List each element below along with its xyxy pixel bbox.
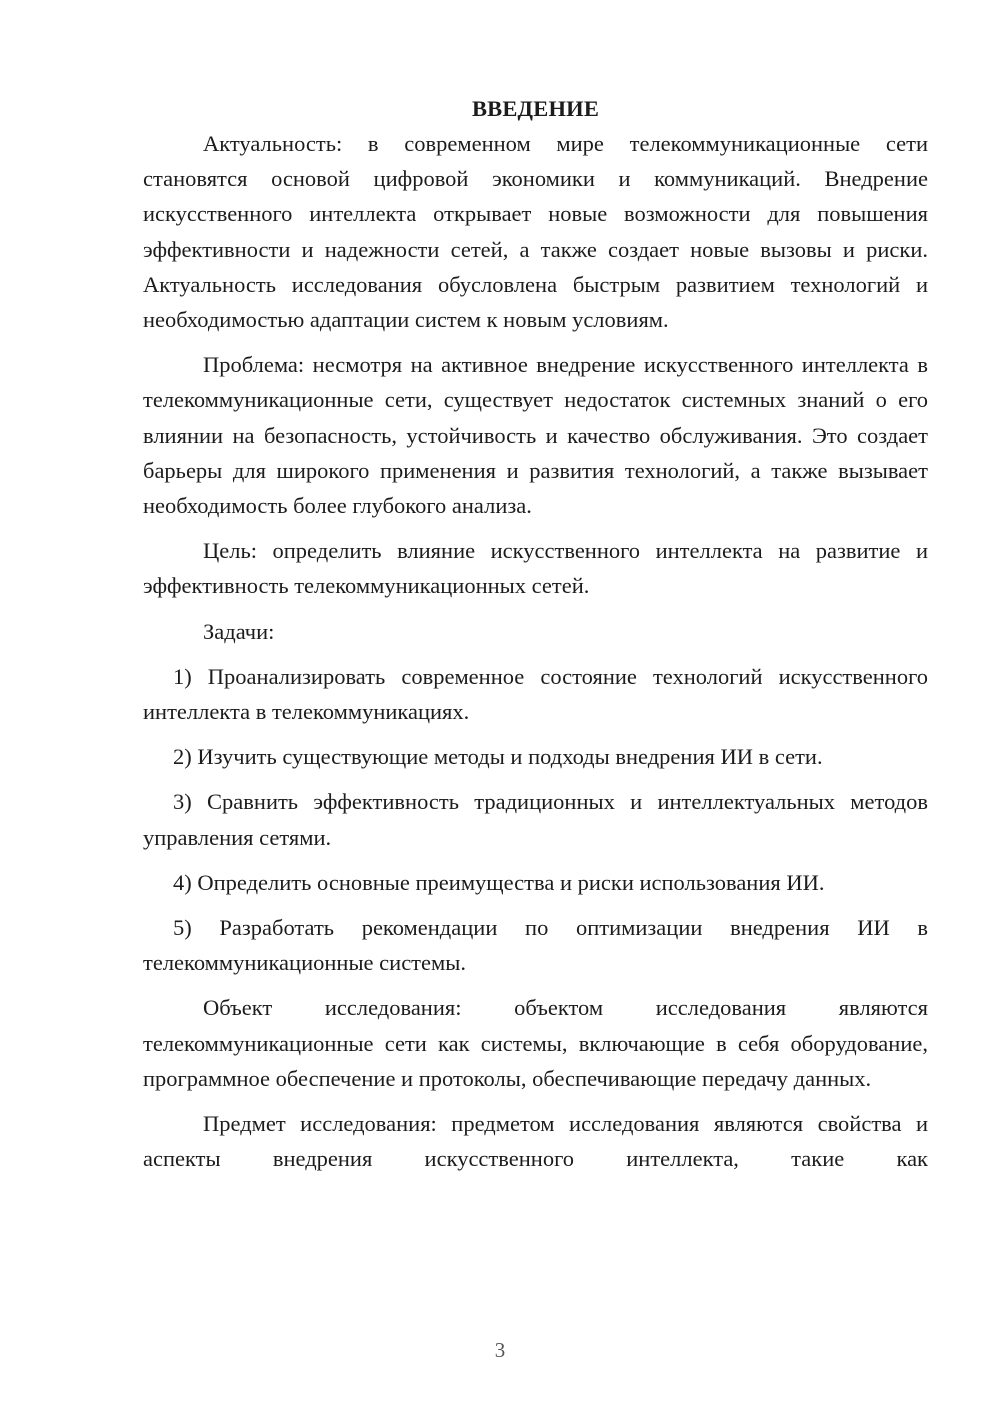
task-item-1: 1) Проанализировать современное состояние технологий искусственного интеллекта в телекоммуникациях. xyxy=(143,663,928,725)
paragraph-relevance: Актуальность: в современном мире телекоммуникационные сети становятся основой цифровой экономики и коммуникаций. Внедрение искусственного интеллекта открывает новые возможности для повышения эффективности и надежности сетей, а также создает новые вызовы и риски. Актуальность исследования обусловлена быстрым развитием технологий и необходимостью адаптации систем к новым условиям. xyxy=(143,131,928,333)
section-heading: ВВЕДЕНИЕ xyxy=(471,96,600,121)
paragraph-object: Объект исследования: объектом исследования являются телекоммуникационные сети как системы, включающие в себя оборудование, программное обеспечение и протоколы, обеспечивающие передачу данных. xyxy=(143,995,928,1091)
task-item-4: 4) Определить основные преимущества и риски использования ИИ. xyxy=(173,869,825,895)
page-number: 3 xyxy=(494,1338,506,1362)
paragraph-subject: Предмет исследования: предметом исследования являются свойства и аспекты внедрения искусственного интеллекта, такие как xyxy=(143,1111,928,1172)
task-item-5: 5) Разработать рекомендации по оптимизации внедрения ИИ в телекоммуникационные системы. xyxy=(143,915,928,976)
task-item-2: 2) Изучить существующие методы и подходы внедрения ИИ в сети. xyxy=(173,744,823,770)
page-content xyxy=(143,91,928,1176)
paragraph-problem: Проблема: несмотря на активное внедрение искусственного интеллекта в телекоммуникационные сети, существует недостаток системных знаний о его влиянии на безопасность, устойчивость и качество обслуживания. Это создает барьеры для широкого применения и развития технологий, а также вызывает необходимость более глубокого анализа. xyxy=(143,352,928,519)
tasks-label: Задачи: xyxy=(203,618,275,644)
paragraph-goal: Цель: определить влияние искусственного интеллекта на развитие и эффективность телекоммуникационных сетей. xyxy=(143,538,928,599)
task-item-3: 3) Сравнить эффективность традиционных и интеллектуальных методов управления сетями. xyxy=(143,789,928,850)
